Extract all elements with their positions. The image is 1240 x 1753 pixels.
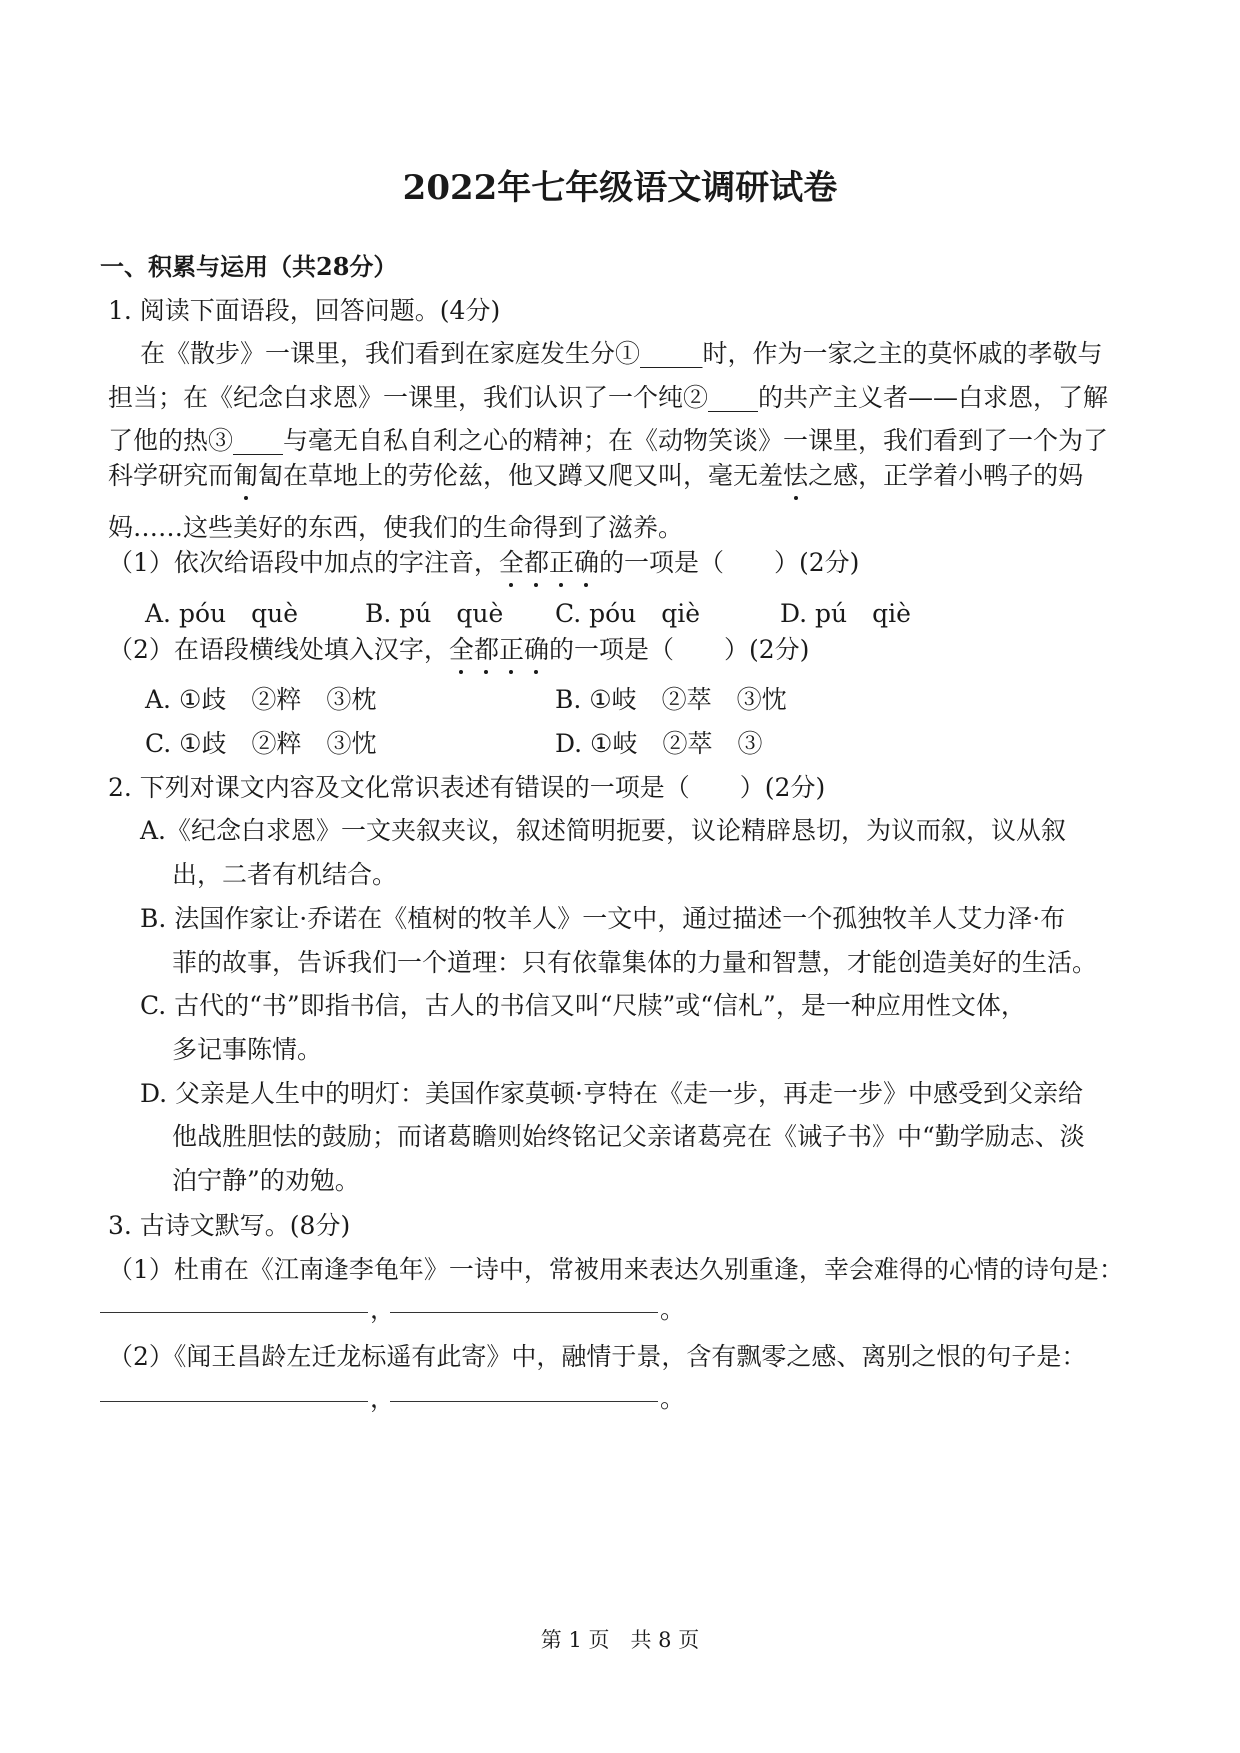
sub-question-3-1: （1）杜甫在《江南逢李龟年》一诗中，常被用来表达久别重逢，幸会难得的心情的诗句是： <box>108 1255 1124 1284</box>
answer-blank[interactable] <box>100 1401 368 1402</box>
question-3-stem: 3. 古诗文默写。(8分) <box>108 1211 351 1240</box>
sub-question-text: （2）在语段横线处填入汉字， <box>108 635 449 664</box>
option-a: A. ①歧 ②粹 ③枕 <box>145 685 377 714</box>
dotted-character: 正 <box>549 543 574 579</box>
passage-line <box>108 456 1083 492</box>
passage-line: 妈……这些美好的东西，使我们的生命得到了滋养。 <box>108 513 684 542</box>
period: 。 <box>660 1384 686 1413</box>
option-a: A.《纪念白求恩》一文夹叙夹议，叙述简明扼要，议论精辟恳切，为议而叙，议从叙 <box>140 816 1067 845</box>
option-b: B. ①岐 ②萃 ③忱 <box>555 685 787 714</box>
option-c: C. ①歧 ②粹 ③忱 <box>145 729 377 758</box>
answer-blank[interactable] <box>390 1312 658 1313</box>
option-d: D. ①岐 ②萃 ③ <box>555 729 763 758</box>
answer-blank[interactable] <box>390 1401 658 1402</box>
sub-question-text: 的一项是（ ）(2分) <box>598 548 860 577</box>
period: 。 <box>660 1295 686 1324</box>
dotted-character: 都 <box>474 630 499 666</box>
sub-question-3-2: （2）《闻王昌龄左迁龙标遥有此寄》中，融情于景，含有飘零之感、离别之恨的句子是： <box>108 1342 1087 1371</box>
page-title: 2022年七年级语文调研试卷 <box>402 168 838 208</box>
sub-question-1-1 <box>108 543 859 579</box>
dotted-character: 匍 <box>233 456 258 492</box>
option-a: A. póu què <box>145 599 299 628</box>
option-c: C. 古代的“书”即指书信，古人的书信又叫“尺牍”或“信札”，是一种应用性文体， <box>140 991 1026 1020</box>
option-continuation: 多记事陈情。 <box>172 1035 323 1064</box>
option-continuation: 出，二者有机结合。 <box>172 860 398 889</box>
sub-question-text: 的一项是（ ）(2分) <box>548 635 810 664</box>
dotted-character: 正 <box>499 630 524 666</box>
option-continuation: 菲的故事，告诉我们一个道理：只有依靠集体的力量和智慧，才能创造美好的生活。 <box>172 948 1098 977</box>
sub-question-1-2 <box>108 630 809 666</box>
comma: ， <box>370 1295 396 1324</box>
dotted-character: 全 <box>449 630 474 666</box>
passage-text: 科学研究而 <box>108 461 234 490</box>
question-1-stem: 1. 阅读下面语段，回答问题。(4分) <box>108 296 501 325</box>
dotted-character: 全 <box>499 543 524 579</box>
option-continuation: 他战胜胆怯的鼓励；而诸葛瞻则始终铭记父亲诸葛亮在《诫子书》中“勤学励志、淡 <box>172 1122 1085 1151</box>
option-b: B. pú què <box>365 599 504 628</box>
answer-blank[interactable] <box>100 1312 368 1313</box>
passage-line: 在《散步》一课里，我们看到在家庭发生分①_____时，作为一家之主的莫怀戚的孝敬与 <box>140 339 1103 368</box>
dotted-character: 确 <box>524 630 549 666</box>
section-heading: 一、积累与运用（共28分） <box>100 252 398 281</box>
passage-text: 匐在草地上的劳伦兹，他又蹲又爬又叫，毫无羞 <box>258 461 784 490</box>
dotted-character: 确 <box>574 543 599 579</box>
option-b: B. 法国作家让·乔诺在《植树的牧羊人》一文中，通过描述一个孤独牧羊人艾力泽·布 <box>140 904 1066 933</box>
question-2-stem: 2. 下列对课文内容及文化常识表述有错误的一项是（ ）(2分) <box>108 773 826 802</box>
passage-line: 担当；在《纪念白求恩》一课里，我们认识了一个纯②____的共产主义者——白求恩，了解 <box>108 383 1109 412</box>
page-number-footer: 第 1 页 共 8 页 <box>540 1628 700 1652</box>
sub-question-text: （1）依次给语段中加点的字注音， <box>108 548 499 577</box>
comma: ， <box>370 1384 396 1413</box>
option-d: D. pú qiè <box>780 599 911 628</box>
option-c: C. póu qiè <box>555 599 701 628</box>
passage-line: 了他的热③____与毫无自私自利之心的精神；在《动物笑谈》一课里，我们看到了一个为了 <box>108 426 1109 455</box>
dotted-character: 怯 <box>783 456 808 492</box>
dotted-character: 都 <box>524 543 549 579</box>
option-continuation: 泊宁静”的劝勉。 <box>172 1166 360 1195</box>
passage-text: 之感，正学着小鸭子的妈 <box>808 461 1084 490</box>
option-d: D. 父亲是人生中的明灯：美国作家莫顿·亨特在《走一步，再走一步》中感受到父亲给 <box>140 1079 1083 1108</box>
